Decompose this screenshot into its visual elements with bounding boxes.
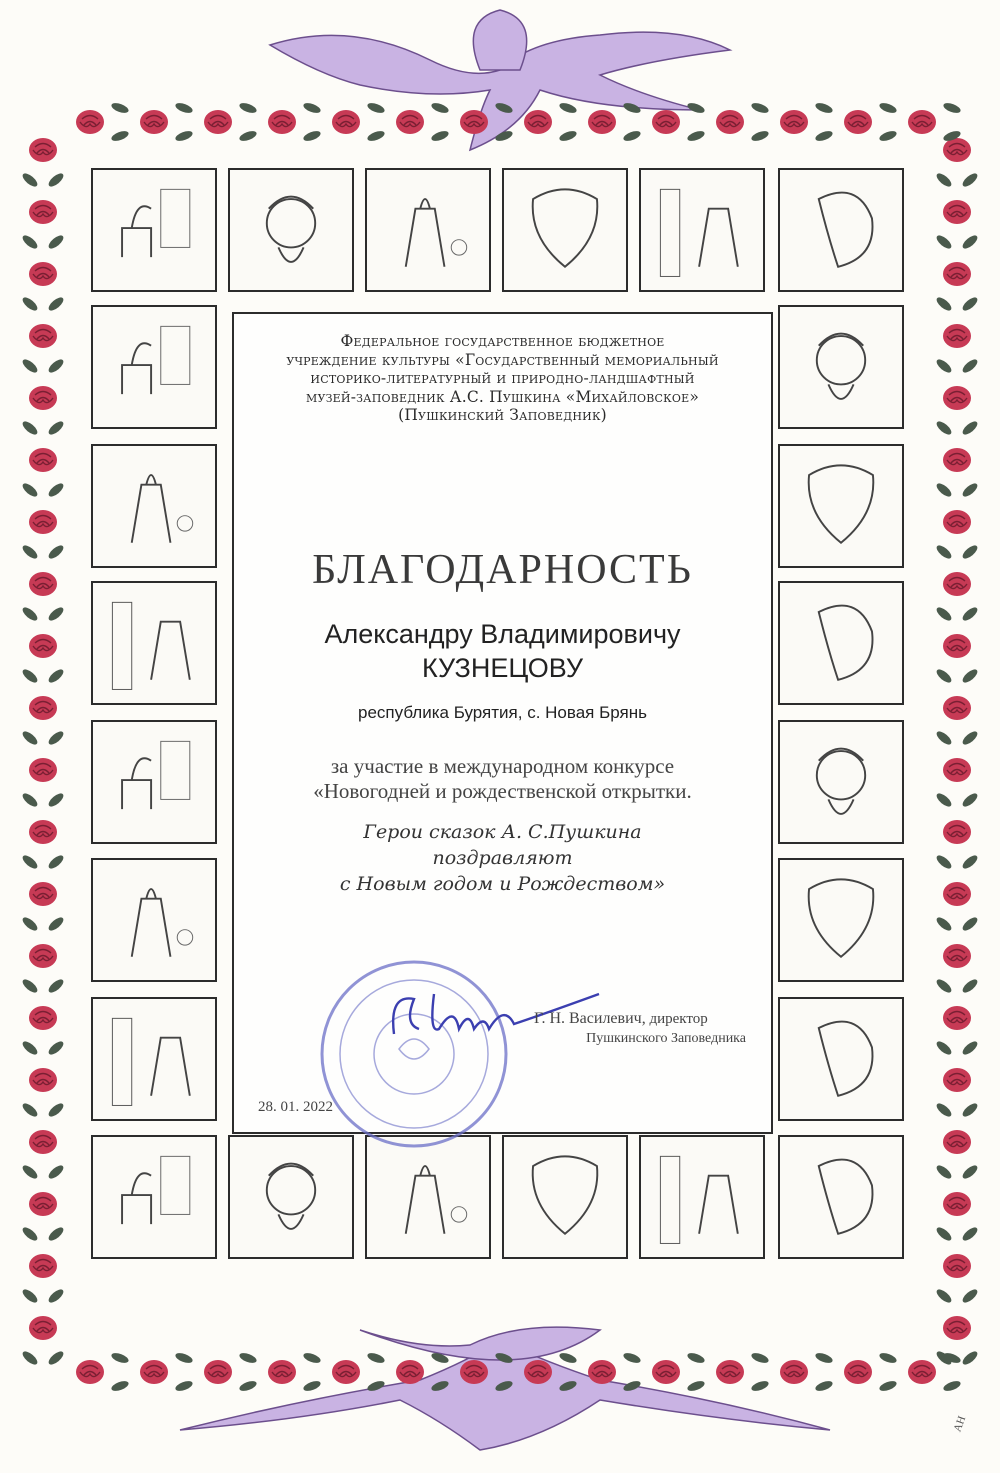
rose-ornament	[29, 448, 57, 472]
leaf-ornament	[814, 129, 834, 143]
leaf-ornament	[47, 1163, 66, 1181]
leaf-ornament	[366, 1351, 386, 1365]
leaf-ornament	[961, 791, 980, 809]
leaf-ornament	[47, 667, 66, 685]
leaf-ornament	[47, 295, 66, 313]
leaf-ornament	[622, 1351, 642, 1365]
signer-organization: Пушкинского Заповедника	[586, 1031, 746, 1046]
rose-ornament	[460, 110, 488, 134]
leaf-ornament	[21, 357, 40, 375]
leaf-ornament	[814, 1351, 834, 1365]
illustration-tile	[91, 858, 217, 982]
leaf-ornament	[21, 729, 40, 747]
leaf-ornament	[110, 129, 130, 143]
org-line: учреждение культуры «Государственный мемориальный	[286, 350, 719, 369]
leaf-ornament	[961, 667, 980, 685]
leaf-ornament	[961, 915, 980, 933]
leaf-ornament	[942, 1379, 962, 1393]
issue-date: 28. 01. 2022	[258, 1099, 333, 1115]
rose-ornament	[29, 1254, 57, 1278]
leaf-ornament	[935, 481, 954, 499]
rose-ornament	[268, 110, 296, 134]
leaf-ornament	[21, 419, 40, 437]
rose-ornament	[943, 820, 971, 844]
rose-ornament	[588, 110, 616, 134]
rose-ornament	[29, 820, 57, 844]
leaf-ornament	[21, 667, 40, 685]
signer-block	[534, 1009, 754, 1049]
leaf-ornament	[961, 1101, 980, 1119]
recipient-first-middle: Александру Владимировичу	[324, 619, 681, 649]
leaf-ornament	[961, 295, 980, 313]
rose-ornament	[652, 110, 680, 134]
rose-ornament	[396, 110, 424, 134]
leaf-ornament	[935, 853, 954, 871]
rose-ornament	[780, 110, 808, 134]
rose-ornament	[29, 696, 57, 720]
rose-ornament	[844, 1360, 872, 1384]
sketch-illustration	[641, 1137, 763, 1257]
leaf-ornament	[935, 1225, 954, 1243]
illustration-tile	[91, 997, 217, 1121]
leaf-ornament	[110, 101, 130, 115]
rose-ornament	[396, 1360, 424, 1384]
leaf-ornament	[47, 791, 66, 809]
leaf-ornament	[558, 129, 578, 143]
rose-ornament	[943, 386, 971, 410]
contest-line: с Новым годом и Рождеством»	[339, 873, 666, 895]
leaf-ornament	[47, 853, 66, 871]
illustration-tile	[778, 444, 904, 568]
leaf-ornament	[878, 129, 898, 143]
sketch-illustration	[93, 722, 215, 842]
recipient-name	[234, 617, 771, 685]
leaf-ornament	[302, 1351, 322, 1365]
leaf-ornament	[21, 171, 40, 189]
rose-ornament	[943, 758, 971, 782]
rose-ornament	[943, 324, 971, 348]
sketch-illustration	[641, 170, 763, 290]
rose-ornament	[524, 110, 552, 134]
leaf-ornament	[961, 729, 980, 747]
leaf-ornament	[47, 729, 66, 747]
illustration-tile	[91, 1135, 217, 1259]
rose-ornament	[29, 572, 57, 596]
signer-name: Г. Н. Василевич,	[534, 1010, 646, 1027]
leaf-ornament	[174, 1351, 194, 1365]
recipient-surname: КУЗНЕЦОВУ	[421, 653, 584, 683]
rose-ornament	[908, 1360, 936, 1384]
leaf-ornament	[935, 1163, 954, 1181]
leaf-ornament	[47, 1225, 66, 1243]
leaf-ornament	[686, 101, 706, 115]
leaf-ornament	[558, 1351, 578, 1365]
leaf-ornament	[961, 233, 980, 251]
rose-ornament	[29, 1068, 57, 1092]
leaf-ornament	[558, 101, 578, 115]
rose-ornament	[29, 510, 57, 534]
leaf-ornament	[935, 1101, 954, 1119]
certificate-panel	[232, 312, 773, 1134]
rose-ornament	[29, 634, 57, 658]
sketch-illustration	[780, 446, 902, 566]
sketch-illustration	[780, 583, 902, 703]
leaf-ornament	[21, 1163, 40, 1181]
illustration-tile	[91, 168, 217, 292]
leaf-ornament	[961, 977, 980, 995]
leaf-ornament	[21, 1225, 40, 1243]
rose-ornament	[943, 200, 971, 224]
leaf-ornament	[302, 101, 322, 115]
leaf-ornament	[47, 419, 66, 437]
leaf-ornament	[750, 129, 770, 143]
sketch-illustration	[367, 1137, 489, 1257]
rose-ornament	[943, 1254, 971, 1278]
sketch-illustration	[93, 1137, 215, 1257]
leaf-ornament	[47, 977, 66, 995]
leaf-ornament	[935, 1039, 954, 1057]
org-line: историко-литературный и природно-ландшафтный	[310, 369, 695, 387]
leaf-ornament	[47, 1101, 66, 1119]
sketch-illustration	[780, 722, 902, 842]
rose-ornament	[29, 324, 57, 348]
leaf-ornament	[21, 853, 40, 871]
leaf-ornament	[47, 357, 66, 375]
leaf-ornament	[935, 419, 954, 437]
rose-ornament	[332, 110, 360, 134]
leaf-ornament	[47, 915, 66, 933]
leaf-ornament	[961, 1349, 980, 1367]
rose-ornament	[652, 1360, 680, 1384]
illustration-tile	[365, 168, 491, 292]
leaf-ornament	[935, 667, 954, 685]
rose-ornament	[943, 696, 971, 720]
rose-ornament	[332, 1360, 360, 1384]
rose-ornament	[943, 1006, 971, 1030]
leaf-ornament	[961, 171, 980, 189]
leaf-ornament	[47, 605, 66, 623]
leaf-ornament	[878, 1351, 898, 1365]
rose-ornament	[140, 1360, 168, 1384]
leaf-ornament	[961, 357, 980, 375]
sketch-illustration	[504, 170, 626, 290]
rose-ornament	[943, 138, 971, 162]
leaf-ornament	[110, 1351, 130, 1365]
illustration-tile	[91, 305, 217, 429]
leaf-ornament	[878, 101, 898, 115]
illustration-tile	[228, 168, 354, 292]
rose-ornament	[29, 200, 57, 224]
leaf-ornament	[174, 129, 194, 143]
leaf-ornament	[21, 233, 40, 251]
signer-role: директор	[649, 1011, 708, 1027]
leaf-ornament	[961, 543, 980, 561]
sketch-illustration	[93, 999, 215, 1119]
leaf-ornament	[935, 543, 954, 561]
rose-ornament	[943, 1068, 971, 1092]
rose-ornament	[204, 110, 232, 134]
sketch-illustration	[780, 170, 902, 290]
leaf-ornament	[814, 101, 834, 115]
leaf-ornament	[686, 129, 706, 143]
leaf-ornament	[21, 915, 40, 933]
rose-ornament	[943, 1316, 971, 1340]
leaf-ornament	[21, 1349, 40, 1367]
rose-ornament	[943, 1192, 971, 1216]
rose-ornament	[908, 110, 936, 134]
leaf-ornament	[686, 1351, 706, 1365]
sketch-illustration	[780, 860, 902, 980]
leaf-ornament	[961, 481, 980, 499]
sketch-illustration	[93, 583, 215, 703]
illustration-tile	[502, 168, 628, 292]
rose-ornament	[29, 138, 57, 162]
leaf-ornament	[21, 1101, 40, 1119]
org-line: (Пушкинский Заповедник)	[398, 406, 607, 424]
sketch-illustration	[367, 170, 489, 290]
contest-name	[234, 819, 771, 897]
rose-ornament	[76, 1360, 104, 1384]
illustration-tile	[778, 997, 904, 1121]
leaf-ornament	[47, 543, 66, 561]
rose-ornament	[29, 1130, 57, 1154]
leaf-ornament	[302, 1379, 322, 1393]
leaf-ornament	[935, 605, 954, 623]
illustration-tile	[91, 444, 217, 568]
leaf-ornament	[935, 791, 954, 809]
leaf-ornament	[238, 101, 258, 115]
rose-ornament	[29, 944, 57, 968]
artist-mark: АН	[951, 1414, 969, 1434]
leaf-ornament	[942, 101, 962, 115]
recipient-region: республика Бурятия, с. Новая Брянь	[358, 703, 647, 722]
rose-ornament	[524, 1360, 552, 1384]
illustration-tile	[639, 168, 765, 292]
sketch-illustration	[93, 446, 215, 566]
leaf-ornament	[935, 357, 954, 375]
illustration-tile	[639, 1135, 765, 1259]
leaf-ornament	[21, 977, 40, 995]
rose-ornament	[943, 510, 971, 534]
leaf-ornament	[935, 915, 954, 933]
sketch-illustration	[780, 307, 902, 427]
leaf-ornament	[174, 1379, 194, 1393]
illustration-tile	[778, 168, 904, 292]
leaf-ornament	[238, 129, 258, 143]
rose-ornament	[29, 1316, 57, 1340]
leaf-ornament	[961, 1039, 980, 1057]
contest-line: поздравляют	[432, 847, 573, 869]
leaf-ornament	[961, 605, 980, 623]
organization-heading	[234, 332, 771, 425]
rose-ornament	[29, 386, 57, 410]
leaf-ornament	[935, 729, 954, 747]
sketch-illustration	[230, 1137, 352, 1257]
sketch-illustration	[230, 170, 352, 290]
leaf-ornament	[47, 1287, 66, 1305]
leaf-ornament	[961, 1163, 980, 1181]
rose-ornament	[29, 882, 57, 906]
leaf-ornament	[238, 1379, 258, 1393]
contest-line: Герои сказок А. С.Пушкина	[363, 821, 642, 843]
sketch-illustration	[93, 170, 215, 290]
illustration-tile	[778, 1135, 904, 1259]
leaf-ornament	[878, 1379, 898, 1393]
leaf-ornament	[47, 481, 66, 499]
leaf-ornament	[21, 1287, 40, 1305]
leaf-ornament	[21, 1039, 40, 1057]
leaf-ornament	[935, 977, 954, 995]
leaf-ornament	[47, 1039, 66, 1057]
rose-ornament	[844, 110, 872, 134]
illustration-tile	[91, 581, 217, 705]
rose-ornament	[460, 1360, 488, 1384]
rose-ornament	[716, 1360, 744, 1384]
rose-ornament	[943, 262, 971, 286]
leaf-ornament	[47, 1349, 66, 1367]
sketch-illustration	[93, 860, 215, 980]
illustration-tile	[778, 305, 904, 429]
leaf-ornament	[238, 1351, 258, 1365]
leaf-ornament	[302, 129, 322, 143]
rose-ornament	[29, 1006, 57, 1030]
leaf-ornament	[21, 543, 40, 561]
leaf-ornament	[961, 853, 980, 871]
leaf-ornament	[750, 1351, 770, 1365]
rose-ornament	[29, 1192, 57, 1216]
sketch-illustration	[504, 1137, 626, 1257]
sketch-illustration	[780, 999, 902, 1119]
rose-ornament	[716, 110, 744, 134]
leaf-ornament	[935, 171, 954, 189]
leaf-ornament	[750, 1379, 770, 1393]
rose-ornament	[943, 882, 971, 906]
leaf-ornament	[430, 129, 450, 143]
leaf-ornament	[21, 791, 40, 809]
reason-line: «Новогодней и рождественской открытки.	[313, 779, 692, 803]
rose-ornament	[780, 1360, 808, 1384]
leaf-ornament	[174, 101, 194, 115]
leaf-ornament	[47, 171, 66, 189]
leaf-ornament	[935, 295, 954, 313]
leaf-ornament	[430, 101, 450, 115]
leaf-ornament	[47, 233, 66, 251]
leaf-ornament	[961, 1287, 980, 1305]
leaf-ornament	[935, 1287, 954, 1305]
illustration-tile	[91, 720, 217, 844]
rose-ornament	[943, 634, 971, 658]
leaf-ornament	[21, 295, 40, 313]
rose-ornament	[204, 1360, 232, 1384]
sketch-illustration	[780, 1137, 902, 1257]
leaf-ornament	[961, 1225, 980, 1243]
leaf-ornament	[750, 101, 770, 115]
rose-ornament	[588, 1360, 616, 1384]
reason-line: за участие в международном конкурсе	[330, 754, 675, 778]
org-line: Федеральное государственное бюджетное	[340, 332, 665, 350]
leaf-ornament	[961, 419, 980, 437]
leaf-ornament	[110, 1379, 130, 1393]
rose-ornament	[76, 110, 104, 134]
certificate-title: БЛАГОДАРНОСТЬ	[312, 547, 693, 593]
illustration-tile	[778, 858, 904, 982]
illustration-tile	[778, 720, 904, 844]
reason-text	[234, 754, 771, 804]
leaf-ornament	[814, 1379, 834, 1393]
rose-ornament	[943, 1130, 971, 1154]
leaf-ornament	[21, 481, 40, 499]
rose-ornament	[140, 110, 168, 134]
leaf-ornament	[686, 1379, 706, 1393]
rose-ornament	[29, 262, 57, 286]
rose-ornament	[943, 572, 971, 596]
illustration-tile	[778, 581, 904, 705]
leaf-ornament	[366, 101, 386, 115]
rose-ornament	[268, 1360, 296, 1384]
sketch-illustration	[93, 307, 215, 427]
rose-ornament	[29, 758, 57, 782]
leaf-ornament	[622, 129, 642, 143]
leaf-ornament	[935, 233, 954, 251]
rose-ornament	[943, 448, 971, 472]
leaf-ornament	[21, 605, 40, 623]
leaf-ornament	[366, 129, 386, 143]
org-line: музей-заповедник А.С. Пушкина «Михайловское»	[306, 387, 699, 406]
rose-ornament	[943, 944, 971, 968]
